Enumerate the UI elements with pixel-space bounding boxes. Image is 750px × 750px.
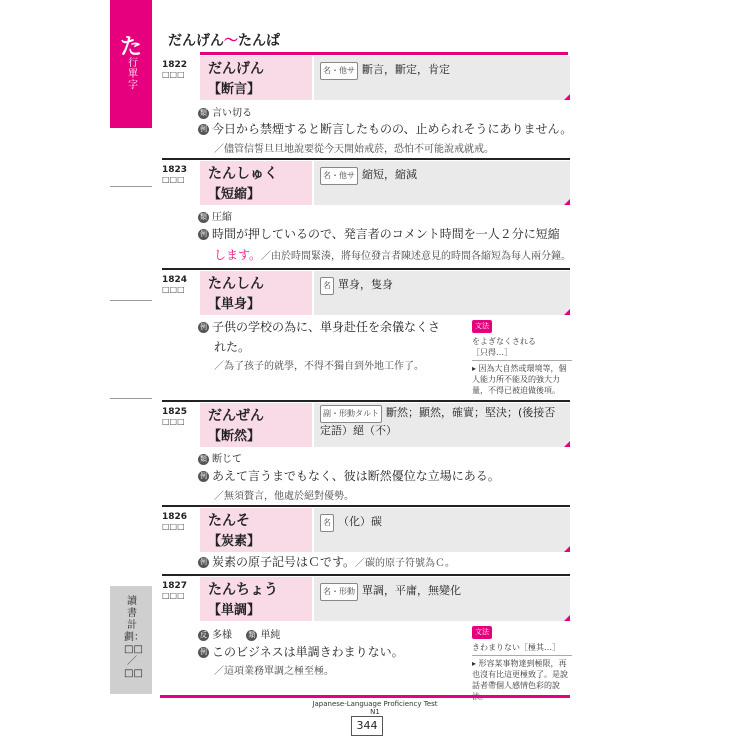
pos-tag: 名 — [320, 277, 334, 295]
footer-test-name: Japanese-Language Proficiency Test — [312, 700, 438, 708]
entry-definition — [314, 161, 570, 205]
entry-divider — [162, 158, 570, 160]
entry-1827 — [162, 577, 570, 621]
title-tilde: ～ — [224, 33, 238, 49]
entry-word — [200, 403, 312, 447]
entry-kanji: 【単調】 — [208, 603, 261, 618]
check-boxes: □□□ — [162, 70, 185, 79]
entry-reading: たんちょう — [208, 582, 278, 598]
example-icon: 例 — [200, 558, 207, 566]
example-icon: 例 — [200, 472, 207, 480]
sidebar-divider — [110, 300, 152, 301]
entry-reading: たんしゅく — [208, 166, 278, 182]
check-boxes: □□□ — [162, 417, 185, 426]
example-text: 子供の学校の為に、単身赴任を余儀なくさ — [212, 320, 441, 334]
entry-reading: だんぜん — [208, 408, 264, 424]
antonym-icon: 反 — [200, 630, 207, 639]
title-start: だんげん — [168, 33, 224, 49]
corner-mark — [564, 441, 570, 447]
entry-number: 1822 — [162, 60, 188, 70]
definition-text: （化）碳 — [338, 515, 382, 528]
synonym-line — [198, 626, 280, 641]
entry-definition — [314, 508, 570, 552]
grammar-tag: 文法 — [472, 626, 492, 639]
example-line — [198, 642, 404, 662]
entry-number: 1827 — [162, 581, 188, 591]
header-rule — [200, 52, 568, 55]
sidebar-kana: た — [119, 35, 142, 60]
entry-divider — [162, 400, 570, 402]
entry-1822 — [162, 56, 570, 100]
definition-text: 單身，隻身 — [338, 278, 393, 291]
example-text: 時間が押しているので、発言者のコメント時間を一人２分に短縮 — [212, 227, 560, 241]
title-end: たんぱ — [238, 33, 280, 49]
pos-tag: 名 — [320, 514, 334, 532]
definition-text: 斷然；顯然，確實；堅決；(後接否定語）絕（不） — [320, 406, 556, 437]
entry-word — [200, 271, 312, 315]
definition-text: 單調，平庸，無變化 — [362, 584, 461, 597]
corner-mark — [564, 94, 570, 100]
translation-text: ／儘管信誓旦旦地說要從今天開始戒菸，恐怕不可能說戒就戒。 — [214, 144, 494, 155]
entry-number: 1826 — [162, 512, 188, 522]
antonym-text: 多様 — [212, 630, 232, 641]
example-icon: 例 — [200, 125, 207, 133]
entry-word — [200, 161, 312, 205]
entry-kanji: 【炭素】 — [208, 534, 261, 549]
check-boxes: □□□ — [162, 522, 185, 531]
synonym-line — [198, 104, 252, 119]
grammar-explanation: ▸ 因為大自然或環境等，個人能力所不能及的強大力量，不得已被迫做後項。 — [472, 364, 567, 395]
corner-mark — [564, 199, 570, 205]
example-text: このビジネスは単調きわまりない。 — [212, 645, 404, 659]
entry-1824 — [162, 271, 570, 315]
entry-divider — [162, 574, 570, 576]
synonym-line — [198, 208, 232, 223]
corner-mark — [564, 546, 570, 552]
check-boxes: □□□ — [162, 591, 185, 600]
entry-number: 1824 — [162, 275, 188, 285]
entry-reading: たんそ — [208, 513, 250, 529]
example-line — [198, 466, 500, 486]
pos-tag: 名・形動 — [320, 583, 358, 601]
entry-word — [200, 56, 312, 100]
entry-kanji: 【短縮】 — [208, 187, 261, 202]
synonym-icon: 類 — [200, 108, 207, 117]
example-line-continued — [214, 245, 571, 267]
sidebar-divider — [110, 186, 152, 187]
entry-1825 — [162, 403, 570, 447]
synonym-icon: 類 — [200, 212, 207, 221]
entry-reading: だんげん — [208, 61, 264, 77]
entry-word — [200, 577, 312, 621]
translation-text: ／為了孩子的就學，不得不獨自到外地工作了。 — [214, 361, 424, 372]
example-icon: 例 — [200, 648, 207, 656]
entry-kanji: 【断然】 — [208, 429, 261, 444]
example-text-continued: します。 — [214, 248, 262, 262]
entry-reading: たんしん — [208, 276, 264, 292]
synonym-text: 圧縮 — [212, 212, 232, 223]
example-text-continued: れた。 — [214, 340, 251, 354]
page-number: 344 — [351, 716, 383, 736]
example-text: 炭素の原子記号はＣです。 — [212, 555, 356, 569]
example-line — [198, 552, 455, 574]
entry-word — [200, 508, 312, 552]
entry-definition — [314, 403, 570, 447]
check-boxes: □□□ — [162, 175, 185, 184]
grammar-explanation: ▸ 形容某事物達到極限，再也沒有比這更極致了。是說話者帶個人感情色彩的說 — [472, 659, 568, 690]
pos-tag: 名・他サ — [320, 167, 358, 185]
grammar-meaning: ［只得…］ — [472, 348, 512, 357]
synonym-text: 単純 — [260, 630, 281, 641]
grammar-note — [472, 626, 572, 702]
translation-text: ／無須贅言，他處於絕對優勢。 — [214, 491, 354, 502]
entry-1826 — [162, 508, 570, 552]
synonym-text: 言い切る — [212, 108, 252, 119]
entry-definition — [314, 577, 570, 621]
grammar-tag: 文法 — [472, 320, 492, 333]
entry-definition — [314, 56, 570, 100]
grammar-pattern: をよぎなくされる — [472, 337, 536, 346]
example-line — [198, 119, 572, 139]
entry-1823 — [162, 161, 570, 205]
synonym-icon: 類 — [248, 630, 256, 639]
corner-mark — [564, 309, 570, 315]
synonym-line — [198, 450, 242, 465]
sidebar-divider — [110, 398, 152, 399]
entry-divider — [162, 505, 570, 507]
footer-rule — [160, 695, 570, 698]
entry-kanji: 【断言】 — [208, 82, 261, 97]
example-text: あえて言うまでもなく、彼は断然優位な立場にある。 — [212, 469, 500, 483]
pos-tag: 名・他サ — [320, 62, 358, 80]
translation-text: ／這項業務單調之極至極。 — [214, 666, 334, 677]
grammar-note — [472, 320, 572, 396]
page-title — [168, 30, 280, 50]
entry-number: 1823 — [162, 165, 188, 175]
example-text: 今日から禁煙すると断言したものの、止められそうにありません。 — [212, 122, 573, 136]
example-icon: 例 — [200, 323, 207, 331]
corner-mark — [564, 615, 570, 621]
example-icon: 例 — [200, 230, 207, 238]
footer-level: N1 — [370, 708, 380, 716]
sidebar-label: 行單字 — [128, 58, 138, 91]
entry-divider — [162, 268, 570, 270]
study-plan-label: 讀書計劃：□□／□□ — [124, 596, 144, 679]
synonym-text: 断じて — [212, 454, 242, 465]
translation-text: ／由於時間緊湊，將每位發言者陳述意見的時間各縮短為每人兩分鐘。 — [261, 251, 572, 262]
definition-text: 斷言，斷定，肯定 — [362, 63, 450, 76]
entry-kanji: 【単身】 — [208, 297, 261, 312]
example-line — [198, 317, 440, 337]
entry-definition — [314, 271, 570, 315]
grammar-pattern: きわまりない［極其…］ — [472, 643, 560, 652]
synonym-icon: 類 — [200, 454, 207, 463]
check-boxes: □□□ — [162, 285, 185, 294]
entry-number: 1825 — [162, 407, 188, 417]
example-line — [198, 224, 560, 244]
translation-text: ／碳的原子符號為Ｃ。 — [355, 558, 456, 569]
pos-tag: 副・形動タルト — [320, 405, 382, 423]
definition-text: 縮短，縮減 — [362, 168, 417, 181]
